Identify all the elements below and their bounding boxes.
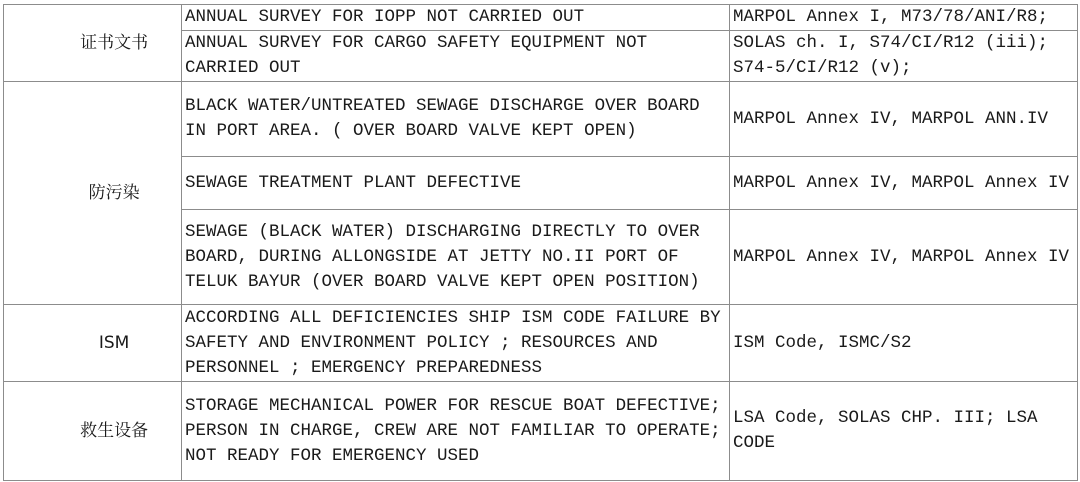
reference-cell: MARPOL Annex IV, MARPOL ANN.IV [730, 82, 1078, 157]
reference-cell: MARPOL Annex I, M73/78/ANI/R8; [730, 5, 1078, 31]
deficiency-table [3, 4, 1078, 481]
table-row [4, 382, 1078, 481]
table-row [4, 305, 1078, 382]
description-cell: ACCORDING ALL DEFICIENCIES SHIP ISM CODE FAILURE BY SAFETY AND ENVIRONMENT POLICY ; RESOURCES AND PERSONNEL ; EMERGENCY PREPAREDNESS [182, 305, 730, 382]
category-cell [4, 382, 182, 481]
category-label: 防污染 [88, 182, 140, 203]
category-cell [4, 305, 182, 382]
reference-cell: MARPOL Annex IV, MARPOL Annex IV [730, 210, 1078, 305]
description-cell: SEWAGE TREATMENT PLANT DEFECTIVE [182, 157, 730, 210]
reference-cell: SOLAS ch. I, S74/CI/R12 (iii); S74-5/CI/R12 (v); [730, 31, 1078, 82]
table-row [4, 5, 1078, 31]
reference-cell: ISM Code, ISMC/S2 [730, 305, 1078, 382]
reference-cell: MARPOL Annex IV, MARPOL Annex IV [730, 157, 1078, 210]
category-cell [4, 82, 182, 305]
description-cell: ANNUAL SURVEY FOR CARGO SAFETY EQUIPMENT NOT CARRIED OUT [182, 31, 730, 82]
category-cell [4, 5, 182, 82]
description-cell: ANNUAL SURVEY FOR IOPP NOT CARRIED OUT [182, 5, 730, 31]
category-label: ISM [98, 332, 130, 353]
table-row [4, 82, 1078, 157]
description-cell: SEWAGE (BLACK WATER) DISCHARGING DIRECTLY TO OVER BOARD, DURING ALLONGSIDE AT JETTY NO.II PORT OF TELUK BAYUR (OVER BOARD VALVE KEPT OPEN POSITION) [182, 210, 730, 305]
description-cell: BLACK WATER/UNTREATED SEWAGE DISCHARGE OVER BOARD IN PORT AREA. ( OVER BOARD VALVE KEPT OPEN) [182, 82, 730, 157]
reference-cell: LSA Code, SOLAS CHP. III; LSA CODE [730, 382, 1078, 481]
category-label: 证书文书 [80, 32, 149, 53]
description-cell: STORAGE MECHANICAL POWER FOR RESCUE BOAT DEFECTIVE; PERSON IN CHARGE, CREW ARE NOT FAMILIAR TO OPERATE; NOT READY FOR EMERGENCY USED [182, 382, 730, 481]
category-label: 救生设备 [80, 420, 149, 441]
